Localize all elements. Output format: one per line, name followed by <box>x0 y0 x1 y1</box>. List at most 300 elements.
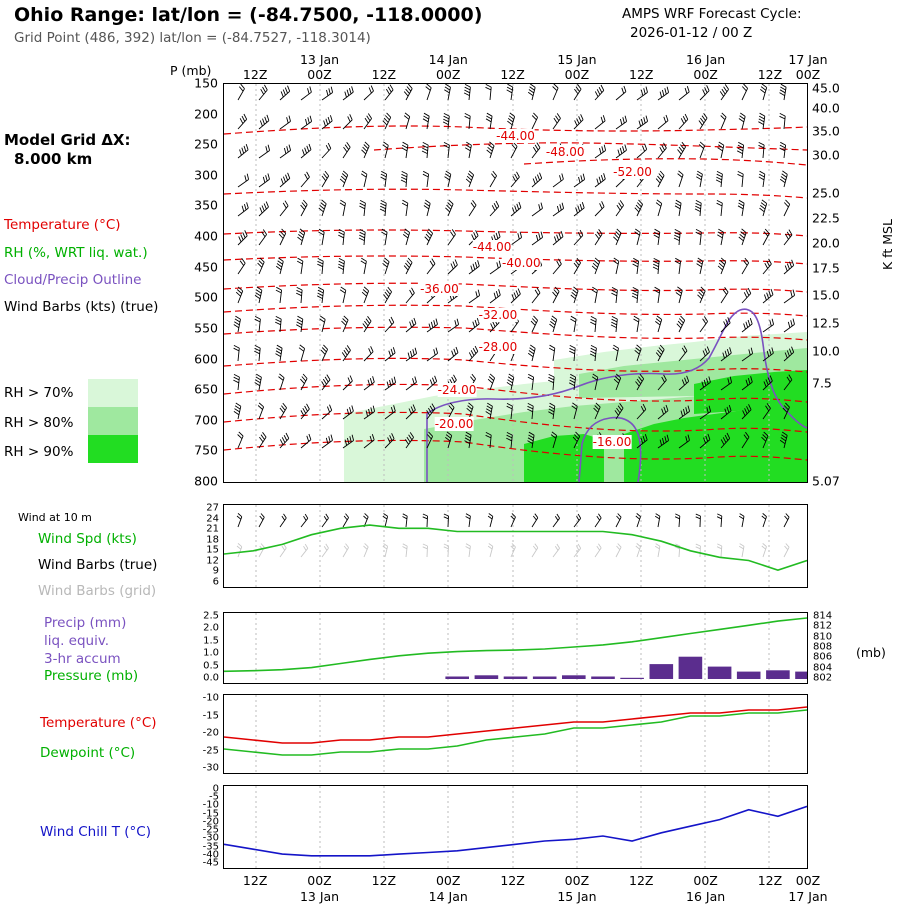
wind-barb <box>423 514 428 527</box>
wind-barb <box>742 318 752 332</box>
precip-bar <box>591 677 615 680</box>
pressure-axis-label: P (mb) <box>170 63 212 78</box>
precip-bar <box>533 677 557 680</box>
wind-barb <box>279 374 285 390</box>
pressure-tick: 350 <box>194 197 218 213</box>
wind-barb <box>464 84 470 100</box>
wind-barb <box>574 114 583 129</box>
wind-barb <box>364 376 374 390</box>
wind-barb <box>762 543 767 557</box>
wind-barb <box>696 171 702 187</box>
wind-barb <box>553 287 560 303</box>
bottom-day-tick: 17 Jan <box>788 889 828 904</box>
bottom-hour-tick: 00Z <box>693 873 718 888</box>
wind-barb <box>403 544 408 557</box>
wind-barb <box>280 86 290 100</box>
wind-speed-tick: 21 <box>206 523 219 535</box>
wind-barb <box>280 544 286 557</box>
legend-wind-barbs-grid: Wind Barbs (grid) <box>38 583 157 599</box>
wind-barb <box>343 142 350 158</box>
wind-barb <box>720 84 728 100</box>
wind-barb <box>381 229 387 245</box>
wind-barb <box>595 229 602 245</box>
precip-pressure-panel[interactable] <box>223 612 808 684</box>
legend-rh: RH (%, WRT liq. wat.) <box>4 245 148 261</box>
wind-barb <box>427 259 435 274</box>
precip-tick: 0.0 <box>203 672 219 684</box>
wind-barb <box>238 230 247 245</box>
pressure-tick: 814 <box>813 610 833 622</box>
chill-tick: 0 <box>212 783 219 795</box>
pressure-tick: 500 <box>194 289 218 305</box>
page-title: Ohio Range: lat/lon = (-84.7500, -118.0000) <box>14 4 483 26</box>
wind-barb <box>613 229 621 245</box>
wind-barb <box>234 316 241 332</box>
pressure-tick: 812 <box>813 620 833 632</box>
wind-barb <box>385 85 393 100</box>
temperature-dewpoint-plot <box>224 695 807 773</box>
chill-tick: -5 <box>209 791 219 803</box>
wind-barb <box>595 201 604 216</box>
contour-label: -16.00 <box>592 435 632 450</box>
legend-wind-barbs: Wind Barbs (kts) (true) <box>4 299 159 315</box>
wind-barb <box>784 514 789 528</box>
legend-rh80-label: RH > 80% <box>4 415 74 431</box>
wind-barb <box>511 261 522 275</box>
wind-barb <box>675 200 681 216</box>
wind-barb <box>238 144 248 158</box>
wind-barb <box>322 171 329 187</box>
wind-barb <box>616 86 626 100</box>
wind-barb <box>321 345 328 361</box>
wind-barb <box>233 374 239 390</box>
contour-label: -36.00 <box>420 282 459 296</box>
bottom-hour-tick: 00Z <box>564 873 590 888</box>
wind-barb <box>737 142 743 158</box>
wind-barb <box>678 171 684 187</box>
wind-barb <box>448 290 458 304</box>
wind-barb <box>759 142 765 158</box>
wind-barb <box>616 544 621 558</box>
top-hour-tick: 12Z <box>500 67 525 82</box>
wind-barb <box>616 116 627 129</box>
wind-10m-panel[interactable] <box>223 504 808 588</box>
wind-barb <box>466 544 471 557</box>
wind-barb <box>237 513 242 527</box>
wind-chill-panel[interactable] <box>223 785 808 869</box>
pressure-tick: 450 <box>194 259 218 275</box>
legend-dewpoint: Dewpoint (°C) <box>40 745 136 761</box>
top-hour-tick: 12Z <box>371 67 397 82</box>
wind-barb <box>574 230 583 245</box>
wind-barb <box>322 514 329 527</box>
contour-label: -44.00 <box>472 240 512 255</box>
wind-barb <box>616 173 625 188</box>
forecast-cycle-label: AMPS WRF Forecast Cycle: <box>622 6 802 22</box>
pressure-tick: 400 <box>194 228 218 244</box>
precip-bar <box>504 677 528 680</box>
wind-barb <box>658 87 669 100</box>
wind-barb <box>531 316 538 332</box>
wind-barb <box>759 171 765 187</box>
wind-barb <box>721 113 726 129</box>
wind-barb <box>238 174 249 187</box>
wind-barb <box>637 87 648 100</box>
legend-wind-chill: Wind Chill T (°C) <box>40 824 151 840</box>
wind-barb <box>359 229 365 245</box>
wind-barb <box>679 86 689 100</box>
pressure-tick: 750 <box>194 442 218 458</box>
legend-rh70-label: RH > 70% <box>4 385 74 401</box>
wind-barb <box>784 319 795 332</box>
model-grid-value: 8.000 km <box>14 150 93 168</box>
wind-barb <box>532 232 543 245</box>
wind-barb <box>448 229 456 245</box>
wind-barb <box>739 113 745 129</box>
precip-tick: 0.5 <box>203 660 219 672</box>
contour-label: -20.00 <box>434 417 474 432</box>
wind-barb <box>721 317 730 332</box>
wind-barb <box>738 171 744 187</box>
model-grid-label: Model Grid ΔX: <box>4 131 131 149</box>
wind-chill-line <box>224 806 807 855</box>
wind-barb <box>466 171 474 187</box>
legend-precip: Precip (mm) <box>44 615 127 631</box>
wind-barb <box>716 171 722 187</box>
dewpoint-line <box>224 710 807 755</box>
wind-barb <box>699 113 707 129</box>
temp-tick: -25 <box>202 745 219 756</box>
temp-tick: -10 <box>202 692 219 704</box>
wind-barb <box>322 405 332 419</box>
wind-barb <box>299 345 305 361</box>
wind-barb <box>364 543 369 557</box>
top-hour-tick: 00Z <box>435 67 461 82</box>
top-hour-tick: 00Z <box>307 67 332 82</box>
wind-barb <box>469 230 478 245</box>
legend-wind-barbs-true: Wind Barbs (true) <box>38 557 158 573</box>
wind-barb <box>717 514 722 527</box>
wind-speed-tick: 18 <box>206 534 219 546</box>
chill-tick: -45 <box>202 857 219 869</box>
wind-speed-tick: 15 <box>206 544 219 556</box>
wind-barb <box>511 316 519 332</box>
wind-barb <box>237 543 242 557</box>
wind-barb <box>322 115 332 129</box>
wind-barb <box>763 229 769 245</box>
temp-tick: -15 <box>202 710 219 721</box>
wind-barb <box>259 145 270 158</box>
wind-barb <box>698 287 706 303</box>
wind-barb <box>511 202 521 216</box>
kft-tick: 10.0 <box>812 343 840 359</box>
legend-precip-accum: 3-hr accum <box>44 651 121 667</box>
wind-barb <box>553 84 559 100</box>
chill-tick: -25 <box>202 824 219 836</box>
wind-10m-plot <box>224 505 807 587</box>
wind-barb <box>340 171 348 187</box>
pressure-tick: 808 <box>813 641 833 653</box>
wind-barb <box>258 403 264 419</box>
wind-barb <box>422 142 428 158</box>
contour-label: -28.00 <box>478 339 518 354</box>
wind-barb <box>595 173 605 187</box>
wind-chill-plot <box>224 786 807 868</box>
wind-barb <box>635 229 641 245</box>
wind-barb <box>448 260 457 275</box>
wind-barb <box>385 317 394 332</box>
pressure-tick: 804 <box>813 662 833 674</box>
wind-barb <box>490 289 500 303</box>
kft-tick: 7.5 <box>812 375 832 391</box>
wind-barb <box>322 87 333 100</box>
wind-barb <box>259 115 269 129</box>
kft-tick: 40.0 <box>812 100 840 116</box>
wind-barb <box>511 289 520 304</box>
wind-barb <box>488 374 495 390</box>
wind-barb <box>763 319 774 332</box>
wind-barb <box>678 142 686 158</box>
legend-precip-liq: liq. equiv. <box>44 633 110 649</box>
wind-barb <box>574 174 585 187</box>
wind-barb <box>322 143 331 158</box>
wind-barb <box>658 143 666 158</box>
wind-barb <box>301 116 312 129</box>
wind-barb <box>427 319 438 332</box>
pressure-tick: 550 <box>194 320 218 336</box>
wind-barb <box>238 432 244 448</box>
legend-cloud-outline: Cloud/Precip Outline <box>4 272 142 288</box>
legend-rh70-swatch <box>88 379 138 407</box>
chill-tick: -15 <box>202 808 219 820</box>
wind-barb <box>490 171 497 187</box>
wind-barb <box>700 316 708 332</box>
bottom-time-axis <box>223 872 828 904</box>
precip-bar <box>445 677 469 680</box>
wind-barb <box>343 544 349 557</box>
wind-barb <box>254 345 260 361</box>
wind-barb <box>763 289 773 303</box>
wind-barb <box>319 200 326 216</box>
wind-barb <box>403 229 409 245</box>
wind-barb <box>634 316 640 332</box>
wind-barb <box>384 287 392 303</box>
wind-barb <box>338 258 344 274</box>
wind-barb <box>488 544 493 558</box>
wind-barb <box>469 200 476 216</box>
wind-barb <box>280 201 288 216</box>
pressure-tick: 200 <box>194 106 218 122</box>
wind-barb <box>695 200 701 216</box>
pressure-line <box>224 618 807 671</box>
wind-barb <box>404 258 412 274</box>
wind-barb <box>276 345 283 361</box>
wind-barb <box>528 84 535 100</box>
contour-label: -32.00 <box>478 307 518 322</box>
wind-barb <box>486 84 492 100</box>
wind-barb <box>322 375 330 390</box>
kft-tick: 45.0 <box>812 80 840 96</box>
legend-temperature: Temperature (°C) <box>4 217 121 233</box>
wind-barb <box>448 375 456 390</box>
wind-barb <box>490 345 497 361</box>
wind-barb <box>402 142 408 158</box>
wind-barb <box>553 259 561 274</box>
chill-tick: -20 <box>202 816 219 828</box>
wind-barb <box>488 514 493 528</box>
wind-barb <box>280 514 286 527</box>
wind-barb <box>574 144 584 158</box>
top-hour-tick: 12Z <box>757 67 783 82</box>
time-height-panel[interactable] <box>223 83 808 483</box>
wind-barb <box>338 229 344 245</box>
wind-speed-tick: 12 <box>206 555 219 567</box>
kft-tick: 25.0 <box>812 185 840 201</box>
kft-tick: 12.5 <box>812 315 840 331</box>
wind-barb <box>656 171 664 187</box>
wind-barb <box>258 258 265 274</box>
wind-barb <box>406 288 414 303</box>
pressure-tick: 800 <box>194 473 218 489</box>
temperature-dewpoint-panel[interactable] <box>223 694 808 774</box>
wind-barb <box>532 113 538 129</box>
wind-barb <box>362 287 369 303</box>
wind-barb <box>510 345 516 361</box>
kft-axis-label: K ft MSL <box>880 219 895 270</box>
wind-barb <box>238 202 248 216</box>
wind-barb <box>361 258 367 274</box>
wind-barb <box>385 377 396 390</box>
pressure-tick: 300 <box>194 167 218 183</box>
wind-barb <box>532 288 540 303</box>
wind-barb <box>259 202 269 216</box>
bottom-hour-tick: 00Z <box>795 873 821 888</box>
wind-barb <box>553 203 564 216</box>
wind-barb <box>426 84 432 100</box>
top-hour-tick: 00Z <box>693 67 718 82</box>
wind-barb <box>632 287 638 303</box>
bottom-hour-tick: 00Z <box>307 873 332 888</box>
precip-tick: 1.5 <box>203 635 219 647</box>
wind-barb <box>636 513 641 527</box>
wind-barb <box>780 84 787 100</box>
bottom-hour-tick: 12Z <box>242 873 268 888</box>
wind-barb <box>760 84 766 100</box>
wind-barb <box>423 544 428 557</box>
wind-barb <box>259 514 264 528</box>
grid-point-subtitle: Grid Point (486, 392) lat/lon = (-84.7527, -118.3014) <box>14 30 371 46</box>
wind-barb <box>739 544 744 557</box>
wind-barb <box>403 514 408 527</box>
wind-barb <box>553 174 563 188</box>
top-day-tick: 16 Jan <box>686 52 726 67</box>
wind-barb <box>490 201 499 216</box>
wind-barb <box>425 229 433 245</box>
wind-barb <box>511 232 522 245</box>
wind-barb <box>616 200 624 216</box>
contour-label: -40.00 <box>502 256 541 271</box>
precip-bar <box>620 678 644 679</box>
bottom-hour-tick: 12Z <box>757 873 783 888</box>
wind-barb <box>611 316 617 332</box>
wind-barb <box>780 113 786 129</box>
wind-barb <box>448 319 459 332</box>
wind-barb <box>301 434 311 448</box>
chill-tick: -40 <box>202 849 219 861</box>
wind-barb <box>595 115 605 129</box>
wind-barb <box>469 346 478 361</box>
precip-bar <box>475 675 499 679</box>
wind-barb <box>655 514 660 527</box>
pressure-tick: 810 <box>813 631 833 643</box>
wind-barb <box>486 113 492 129</box>
wind-barb <box>570 316 576 332</box>
temp-tick: -20 <box>202 727 219 739</box>
wind-barb <box>280 116 291 129</box>
wind-barb <box>402 200 408 216</box>
precip-bar <box>795 672 807 679</box>
wind-speed-tick: 6 <box>212 576 219 588</box>
wind-barb <box>259 85 267 100</box>
wind-barb <box>280 173 290 187</box>
kft-tick: 5.07 <box>812 473 840 489</box>
wind-barb <box>532 514 538 527</box>
bottom-hour-tick: 12Z <box>500 873 525 888</box>
top-day-tick: 13 Jan <box>299 52 340 67</box>
wind-barb <box>654 287 660 303</box>
bottom-day-tick: 13 Jan <box>299 889 340 904</box>
kft-tick: 15.0 <box>812 287 840 303</box>
contour-label: -48.00 <box>545 144 585 159</box>
wind-barb <box>656 200 662 216</box>
precip-tick: 1.0 <box>203 647 219 659</box>
wind-barb <box>361 171 367 187</box>
wind-barb <box>490 261 501 274</box>
wind-barb <box>658 115 668 129</box>
contour-label: -44.00 <box>496 128 535 143</box>
wind-barb <box>511 172 519 187</box>
precip-bars <box>445 657 807 679</box>
wind-barb <box>738 200 744 216</box>
wind-barb <box>322 435 333 448</box>
mb-axis-label: (mb) <box>856 645 886 660</box>
wind-barb <box>445 200 453 216</box>
wind-barb <box>423 171 429 187</box>
wind-barb <box>427 376 437 390</box>
wind-barb <box>234 345 240 361</box>
wind-barb <box>532 203 543 216</box>
wind-barb <box>469 318 479 332</box>
wind-barb <box>401 171 407 187</box>
pressure-tick: 650 <box>194 381 218 397</box>
bottom-day-tick: 15 Jan <box>557 889 597 904</box>
wind-barb <box>380 200 386 216</box>
top-hour-tick: 12Z <box>629 67 654 82</box>
wind-barb <box>364 86 374 100</box>
top-day-tick: 14 Jan <box>428 52 468 67</box>
wind-barb <box>574 84 581 100</box>
time-height-plot <box>224 84 807 482</box>
top-day-tick: 15 Jan <box>557 52 597 67</box>
wind-barb <box>616 514 621 528</box>
wind-barb <box>259 544 264 558</box>
wind-barb <box>553 113 561 129</box>
wind-barb <box>549 345 555 361</box>
wind-barb <box>297 258 303 274</box>
wind-barb <box>296 287 302 303</box>
wind-barb <box>616 145 627 159</box>
wind-barb <box>301 544 308 557</box>
